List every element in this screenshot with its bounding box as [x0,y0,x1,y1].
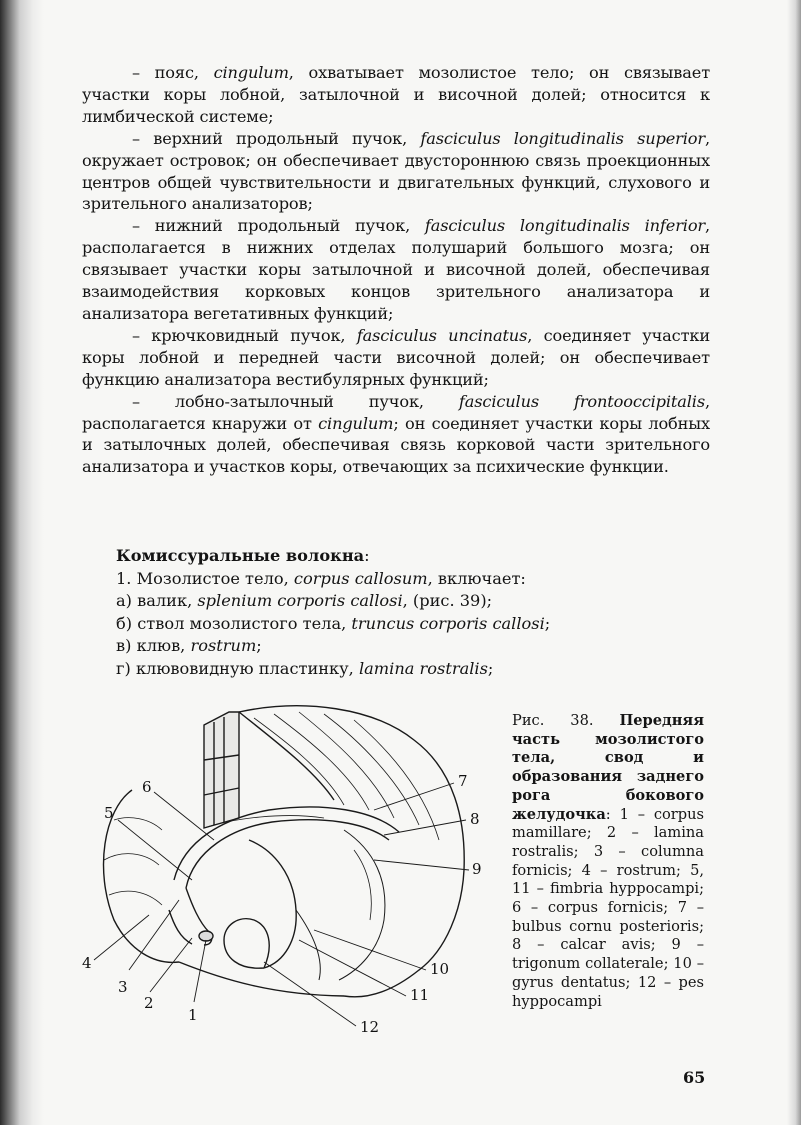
figure-caption: Рис. 38. Передняя часть мозолистого тела, свод и образования заднего рога бокового желудочка: 1 – corpus mamillare; 2 – lamina rostralis; 3 – columna fornicis; 4 – rostrum; 5, 11 – fimbria hyppocampi; 6 – corpus fornicis; 7 – bulbus cornu posterioris; 8 – calcar avis; 9 – trigonum collaterale; 10 – gyrus dentatus; 12 – pes hyppocampi [512,712,704,1010]
commissural-fibers-section [116,545,676,681]
figure-label: 1 [188,1006,198,1024]
figure-label: 3 [118,978,128,996]
body-text [82,62,710,478]
paragraph-fasciculus-uncinatus: – крючковидный пучок, fasciculus uncinatus, соединяет участки коры лобной и передней части височной долей; он обеспечивает функцию анализатора вестибулярных функций; [82,325,711,389]
caption-title: Передняя часть мозолистого тела, свод и образования заднего рога бокового желудочка [512,712,704,823]
list-item: 1. Мозолистое тело, corpus callosum, включает: [116,568,526,588]
list-item: в) клюв, rostrum; [116,636,262,656]
brain-outline [104,706,465,997]
figure-label: 7 [458,772,468,790]
brain-illustration [74,700,504,1045]
figure-label: 4 [82,954,92,972]
figure-label: 11 [410,986,430,1004]
section-heading: Комиссуральные волокна: [116,546,370,565]
figure-label: 9 [472,860,482,878]
figure-label: 8 [470,810,480,828]
brain-drawing-svg [74,700,504,1045]
paragraph-cingulum: – пояс, cingulum, охватывает мозолистое тело; он связывает участки коры лобной, затылочной и височной долей; относится к лимбической системе; [82,63,710,126]
figure-label: 2 [144,994,154,1012]
paragraph-fasciculus-inferior: – нижний продольный пучок, fasciculus longitudinalis inferior, располагается в нижних отделах полушарий большого мозга; он связывает участки коры затылочной и височной долей, обеспечивая взаимодействия корковых концов зрительного анализатора и анализатора вегетативных функций; [82,216,711,323]
callout-labels [82,772,482,1036]
page-gutter-shadow [0,0,44,1125]
list-item: г) клювовидную пластинку, lamina rostralis; [116,658,494,678]
caption-legend: 1 – corpus mamillare; 2 – lamina rostralis; 3 – columna fornicis; 4 – rostrum; 5, 11 – fimbria hyppocampi; 6 – corpus fornicis; 7 – bulbus cornu posterioris; 8 – calcar avis; 9 – trigonum collaterale; 10 – gyrus dentatus; 12 – pes hyppocampi [512,805,704,1010]
figure-label: 12 [360,1018,380,1036]
figure-label: 6 [142,778,152,796]
paragraph-fasciculus-superior: – верхний продольный пучок, fasciculus longitudinalis superior, окружает островок; он обеспечивает двустороннюю связь проекционных центров общей чувствительности и двигательных функций, слухового и зрительного анализаторов; [82,128,710,214]
page-edge-shadow [787,0,801,1125]
figure-label: 5 [104,804,114,822]
list-item: б) ствол мозолистого тела, truncus corporis callosi; [116,613,551,633]
figure-label: 10 [430,960,450,978]
list-item: а) валик, splenium corporis callosi, (рис. 39); [116,591,493,611]
paragraph-fasciculus-frontooccipitalis: – лобно-затылочный пучок, fasciculus frontooccipitalis, располагается кнаружи от cingulum; он соединяет участки коры лобных и затылочных долей, обеспечивая связь корковой части зрительного анализатора и участков коры, отвечающих за психические функции. [82,391,710,477]
caption-prefix: Рис. 38. [512,712,620,729]
page-number: 65 [683,1068,706,1087]
